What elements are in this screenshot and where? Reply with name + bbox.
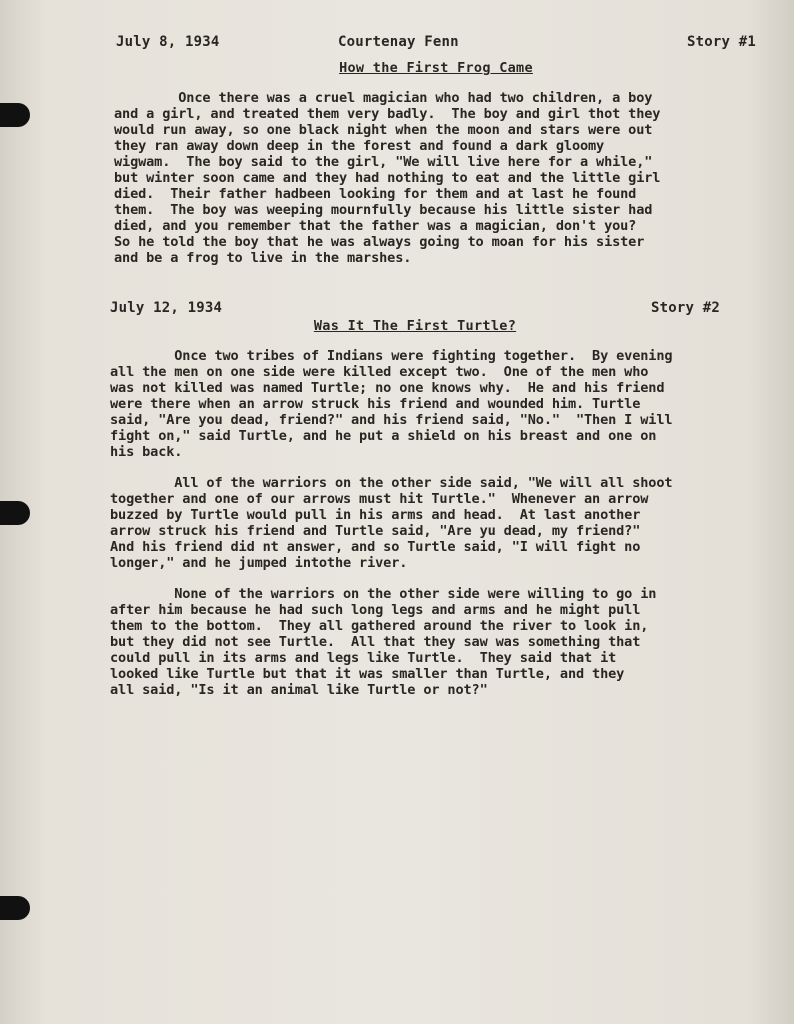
text-line: longer," and he jumped intothe river. [110, 555, 408, 571]
text-line: wigwam. The boy said to the girl, "We will live here for a while," [114, 154, 653, 170]
story-2-body [110, 348, 720, 698]
text-line: arrow struck his friend and Turtle said, "Are yu dead, my friend?" [110, 523, 641, 539]
text-line: were there when an arrow struck his friend and wounded him. Turtle [110, 396, 641, 412]
paragraph [110, 475, 720, 571]
punch-hole-bottom [0, 896, 30, 920]
punch-hole-top [0, 103, 30, 127]
text-line: all the men on one side were killed except two. One of the men who [110, 364, 649, 380]
text-line: was not killed was named Turtle; no one knows why. He and his friend [110, 380, 665, 396]
text-line: would run away, so one black night when the moon and stars were out [114, 122, 653, 138]
text-line: them to the bottom. They all gathered around the river to look in, [110, 618, 649, 634]
text-line: Once two tribes of Indians were fighting together. By evening [110, 348, 673, 364]
paragraph [114, 90, 756, 266]
text-line: And his friend did nt answer, and so Turtle said, "I will fight no [110, 539, 641, 555]
text-line: So he told the boy that he was always going to moan for his sister [114, 234, 645, 250]
text-line: them. The boy was weeping mournfully because his little sister had [114, 202, 653, 218]
story-1-number: Story #1 [686, 34, 756, 50]
text-line: could pull in its arms and legs like Turtle. They said that it [110, 650, 617, 666]
text-line: died, and you remember that the father was a magician, don't you? [114, 218, 637, 234]
story-1-header [116, 34, 756, 56]
story-2-title: Was It The First Turtle? [313, 318, 517, 334]
text-line: said, "Are you dead, friend?" and his friend said, "No." "Then I will [110, 412, 673, 428]
punch-hole-middle [0, 501, 30, 525]
story-2-header [110, 300, 720, 322]
paragraph [110, 586, 720, 698]
text-line: All of the warriors on the other side said, "We will all shoot [110, 475, 673, 491]
story-2-number: Story #2 [650, 300, 720, 316]
text-line: they ran away down deep in the forest and found a dark gloomy [114, 138, 605, 154]
text-line: looked like Turtle but that it was smaller than Turtle, and they [110, 666, 625, 682]
text-line: None of the warriors on the other side were willing to go in [110, 586, 657, 602]
text-line: but winter soon came and they had nothing to eat and the little girl [114, 170, 661, 186]
text-line: died. Their father hadbeen looking for them and at last he found [114, 186, 637, 202]
story-1 [116, 34, 756, 281]
text-line: but they did not see Turtle. All that they saw was something that [110, 634, 641, 650]
paragraph [110, 348, 720, 460]
story-2 [110, 300, 720, 713]
text-line: buzzed by Turtle would pull in his arms and head. At last another [110, 507, 641, 523]
story-1-body [114, 90, 756, 266]
story-1-date: July 8, 1934 [116, 34, 220, 50]
text-line: Once there was a cruel magician who had two children, a boy [114, 90, 653, 106]
text-line: fight on," said Turtle, and he put a shield on his breast and one on [110, 428, 657, 444]
story-1-author: Courtenay Fenn [338, 34, 459, 50]
story-1-title: How the First Frog Came [339, 60, 533, 76]
text-line: together and one of our arrows must hit Turtle." Whenever an arrow [110, 491, 649, 507]
story-2-date: July 12, 1934 [110, 300, 223, 316]
text-line: and be a frog to live in the marshes. [114, 250, 412, 266]
text-line: and a girl, and treated them very badly. The boy and girl thot they [114, 106, 661, 122]
text-line: his back. [110, 444, 183, 460]
text-line: after him because he had such long legs and arms and he might pull [110, 602, 641, 618]
text-line: all said, "Is it an animal like Turtle or not?" [110, 682, 488, 698]
